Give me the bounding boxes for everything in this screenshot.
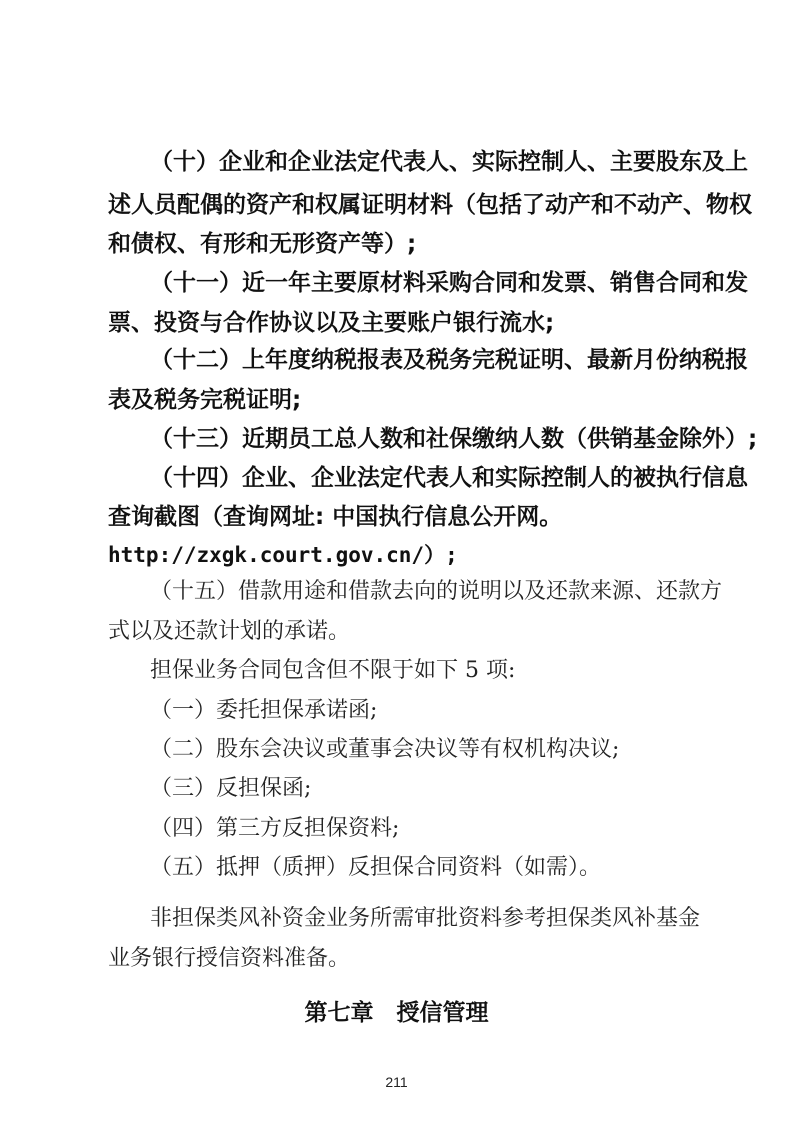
guarantee-item-4: （四）第三方反担保资料; bbox=[150, 816, 400, 841]
paragraph-item-10-line-3: 和债权、有形和无形资产等）; bbox=[108, 231, 417, 257]
chapter-heading: 第七章 授信管理 bbox=[304, 1000, 489, 1026]
paragraph-item-14-line-1: （十四）企业、企业法定代表人和实际控制人的被执行信息 bbox=[150, 465, 748, 491]
guarantee-intro: 担保业务合同包含但不限于如下 5 项: bbox=[150, 658, 516, 683]
paragraph-item-12-line-1: （十二）上年度纳税报表及税务完税证明、最新月份纳税报 bbox=[150, 347, 748, 373]
guarantee-item-1: （一）委托担保承诺函; bbox=[150, 698, 378, 723]
paragraph-item-13-line-1: （十三）近期员工总人数和社保缴纳人数（供销基金除外）; bbox=[150, 426, 758, 452]
paragraph-item-14-line-2: 查询截图（查询网址: 中国执行信息公开网。 bbox=[108, 504, 563, 530]
paragraph-item-12-line-2: 表及税务完税证明; bbox=[108, 387, 302, 413]
guarantee-item-3: （三）反担保函; bbox=[150, 776, 312, 801]
guarantee-item-2: （二）股东会决议或董事会决议等有权机构决议; bbox=[150, 737, 620, 762]
non-guarantee-line-2: 业务银行授信资料准备。 bbox=[108, 946, 351, 971]
paragraph-item-10-line-2: 述人员配偶的资产和权属证明材料（包括了动产和不动产、物权 bbox=[108, 192, 752, 218]
paragraph-item-11-line-1: （十一）近一年主要原材料采购合同和发票、销售合同和发 bbox=[150, 270, 748, 296]
paragraph-item-11-line-2: 票、投资与合作协议以及主要账户银行流水; bbox=[108, 310, 555, 336]
page-number: 211 bbox=[385, 1074, 408, 1090]
paragraph-item-10-line-1: （十）企业和企业法定代表人、实际控制人、主要股东及上 bbox=[150, 149, 748, 175]
guarantee-item-5: （五）抵押（质押）反担保合同资料（如需）。 bbox=[150, 855, 602, 880]
paragraph-url-line: http://zxgk.court.gov.cn/）; bbox=[108, 543, 458, 567]
paragraph-item-15-line-1: （十五）借款用途和借款去向的说明以及还款来源、还款方 bbox=[150, 579, 723, 604]
non-guarantee-line-1: 非担保类风补资金业务所需审批资料参考担保类风补基金 bbox=[150, 906, 701, 931]
paragraph-item-15-line-2: 式以及还款计划的承诺。 bbox=[108, 619, 351, 644]
